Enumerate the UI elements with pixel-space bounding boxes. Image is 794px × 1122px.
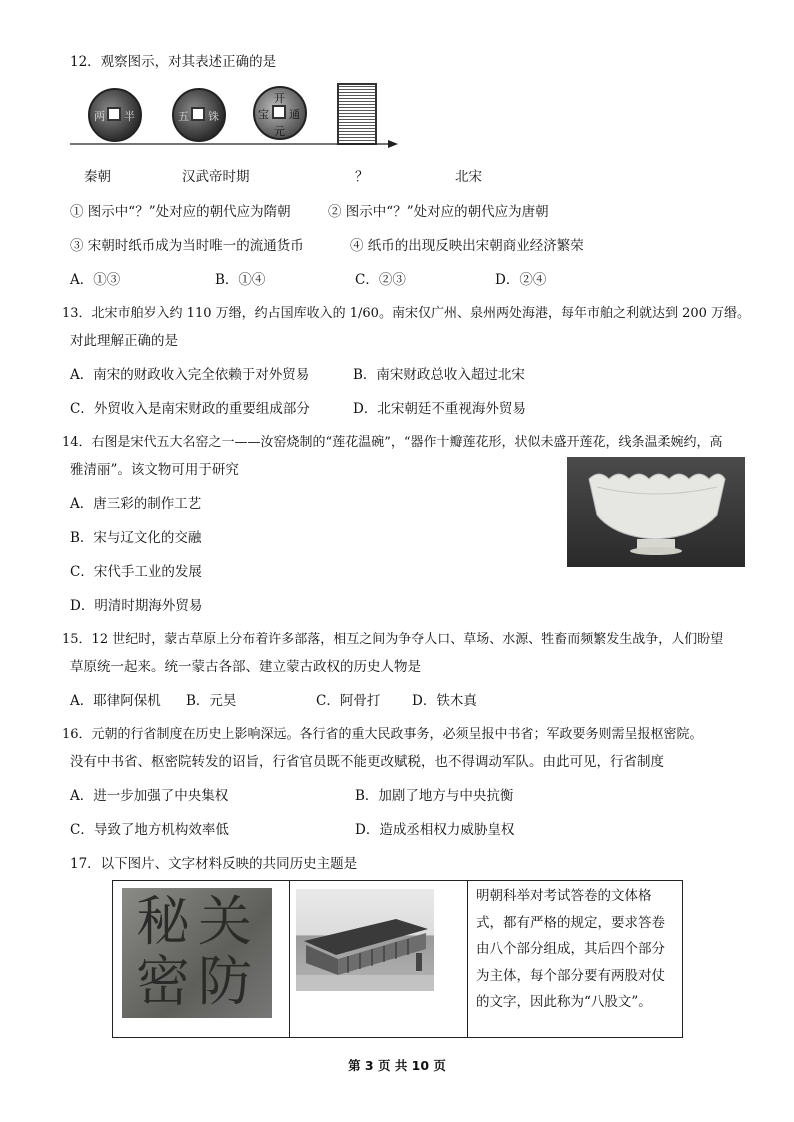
q17-material-table [112, 880, 683, 1038]
q13-option-c[interactable]: C．外贸收入是南宋财政的重要组成部分 [70, 401, 310, 417]
q16-stem-line2: 没有中书省、枢密院转发的诏旨，行省官员既不能更改赋税，也不得调动军队。由此可见，行省制度 [70, 754, 664, 770]
q16-stem-line1: 16．元朝的行省制度在历史上影响深远。各行省的重大民政事务，必须呈报中书省；军政要务则需呈报枢密院。 [62, 727, 703, 742]
timeline-label-han: 汉武帝时期 [182, 169, 250, 185]
baguwen-line-5: 的文字，因此称为“八股文”。 [476, 994, 652, 1010]
q12-option-a[interactable]: A．①③ [70, 272, 121, 288]
q14-stem-line2: 雅清丽”。该文物可用于研究 [70, 462, 239, 478]
coin-wuzhu: 五 铢 [172, 88, 226, 142]
page-footer: 第 3 页 共 10 页 [348, 1058, 446, 1073]
q12-statement-4: ④ 纸币的出现反映出宋朝商业经济繁荣 [350, 238, 584, 254]
timeline-label-qin: 秦朝 [84, 169, 111, 185]
timeline-label-song: 北宋 [455, 169, 482, 185]
q13-stem-line2: 对此理解正确的是 [70, 333, 178, 349]
baguwen-line-2: 式，都有严格的规定，要求答卷 [476, 914, 665, 931]
q12-option-d[interactable]: D．②④ [495, 272, 547, 288]
q16-option-b[interactable]: B．加剧了地方与中央抗衡 [355, 788, 514, 804]
seal-cell [113, 881, 290, 1038]
q13-option-d[interactable]: D．北宋朝廷不重视海外贸易 [353, 401, 526, 417]
q12-statement-1: ① 图示中“？”处对应的朝代应为隋朝 [70, 204, 291, 220]
q14-option-c[interactable]: C．宋代手工业的发展 [70, 564, 202, 580]
q16-option-c[interactable]: C．导致了地方机构效率低 [70, 822, 229, 838]
coin-kaiyuan: 开 元 通 宝 [253, 86, 307, 140]
q14-option-d[interactable]: D．明清时期海外贸易 [70, 598, 203, 614]
q15-option-a[interactable]: A．耶律阿保机 [70, 693, 161, 709]
q14-option-b[interactable]: B．宋与辽文化的交融 [70, 530, 202, 546]
q16-option-d[interactable]: D．造成丞相权力威胁皇权 [355, 822, 515, 838]
q12-statement-3: ③ 宋朝时纸币成为当时唯一的流通货币 [70, 238, 304, 254]
coin-banliang: 两 半 [88, 88, 142, 142]
exam-hall-image [296, 889, 434, 991]
q15-option-d[interactable]: D．铁木真 [412, 693, 477, 709]
baguwen-line-1: 明朝科举对考试答卷的文体格 [476, 888, 652, 904]
timeline-arrow [70, 138, 400, 150]
q12-statement-2: ② 图示中“？”处对应的朝代应为唐朝 [328, 204, 549, 220]
lotus-bowl-image [567, 457, 745, 567]
timeline-label-unknown: ？ [355, 169, 369, 185]
jiaozi-paper-money [337, 83, 377, 145]
q15-stem-line1: 15．12 世纪时，蒙古草原上分布着许多部落，相互之间为争夺人口、草场、水源、牲畜而频繁发生战争，人们盼望 [62, 632, 724, 647]
exam-hall-cell [290, 881, 468, 1038]
q12-option-b[interactable]: B．①④ [215, 272, 266, 288]
q15-option-b[interactable]: B．元昊 [186, 693, 237, 709]
q12-option-c[interactable]: C．②③ [355, 272, 406, 288]
baguwen-line-3: 由八个部分组成，其后四个部分 [476, 941, 665, 957]
baguwen-line-4: 为主体，每个部分要有两股对仗 [476, 967, 665, 984]
q16-option-a[interactable]: A．进一步加强了中央集权 [70, 788, 229, 804]
seal-image: 关 防 秘 密 [122, 888, 272, 1018]
q13-option-b[interactable]: B．南宋财政总收入超过北宋 [353, 367, 525, 383]
q14-option-a[interactable]: A．唐三彩的制作工艺 [70, 496, 202, 512]
q15-option-c[interactable]: C．阿骨打 [316, 693, 381, 709]
q13-stem-line1: 13．北宋市舶岁入约 110 万缗，约占国库收入的 1/60。南宋仅广州、泉州两处海港，每年市舶之利就达到 200 万缗。 [62, 306, 751, 321]
q15-stem-line2: 草原统一起来。统一蒙古各部、建立蒙古政权的历史人物是 [70, 659, 421, 675]
q17-stem: 17．以下图片、文字材料反映的共同历史主题是 [70, 856, 358, 872]
q14-stem-line1: 14．右图是宋代五大名窑之一——汝窑烧制的“莲花温碗”，“器作十瓣莲花形，状似未盛开莲花，线条温柔婉约，高 [62, 435, 723, 450]
q12-stem: 12．观察图示，对其表述正确的是 [70, 54, 277, 70]
q13-option-a[interactable]: A．南宋的财政收入完全依赖于对外贸易 [70, 367, 310, 383]
baguwen-text-cell [468, 881, 683, 1038]
